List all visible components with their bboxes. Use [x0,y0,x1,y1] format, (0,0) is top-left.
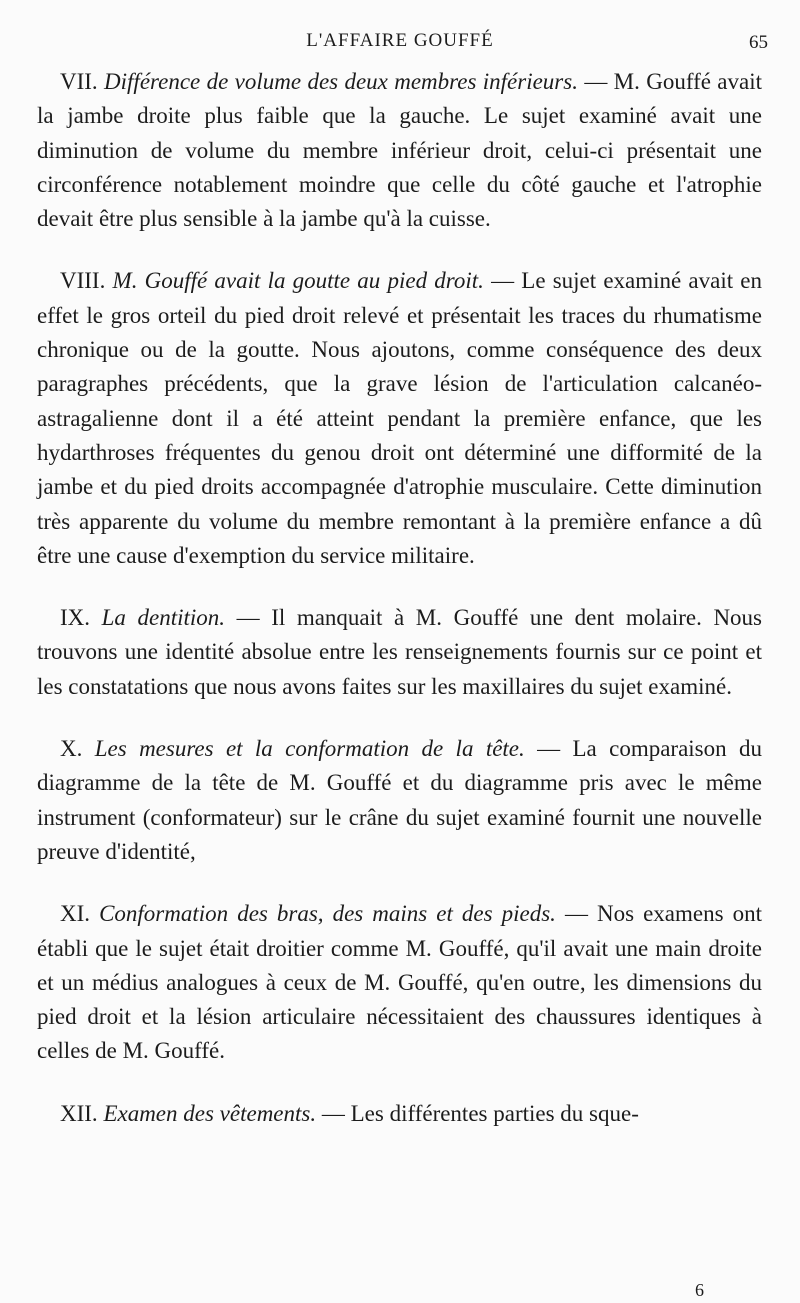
section-heading: Examen des vêtements. [103,1100,317,1126]
page-number: 65 [749,32,768,53]
section-paragraph [37,732,762,869]
section-number: IX. [60,605,91,631]
section-text: — Il manquait à M. Gouffé une dent molaire. Nous trouvons une identité absolue entre les renseignements fournis sur ce point et les constatations que nous avons faites sur les maxillaires du sujet examiné. [37,605,763,699]
section-paragraph [37,897,762,1068]
section-heading: Conformation des bras, des mains et des pieds. [99,901,556,927]
section-number: VII. [60,69,98,94]
section-text: — Les différentes parties du sque- [316,1100,639,1126]
section-paragraph [37,264,762,573]
running-title: L'AFFAIRE GOUFFÉ [306,30,494,51]
section-heading: M. Gouffé avait la goutte au pied droit. [112,268,484,294]
section-paragraph [37,601,762,704]
section-text: — M. Gouffé avait la jambe droite plus faible que la gauche. Le sujet examiné avait une diminution de volume du membre inférieur droit, celui-ci présentait une circonférence notablement moindre que celle du côté gauche et l'atrophie devait être plus sensible à la jambe qu'à la cuisse. [37,69,763,232]
section-number: X. [60,736,83,762]
section-text: — Le sujet examiné avait en effet le gros orteil du pied droit relevé et présentait les traces du rhumatisme chronique ou de la goutte. Nous ajoutons, comme conséquence des deux paragraphes précédents, que la grave lésion de l'articulation calcanéo-astragalienne dont il a été atteint pendant la première enfance, que les hydarthroses fréquentes du genou droit ont déterminé une difformité de la jambe et du pied droits accompagnée d'atrophie musculaire. Cette diminution très apparente du volume du membre remontant à la première enfance a dû être une cause d'exemption du service militaire. [37,268,762,568]
signature-mark: 6 [695,1280,704,1300]
section-text: — La comparaison du diagramme de la tête de M. Gouffé et du diagramme pris avec le même instrument (conformateur) sur le crâne du sujet examiné fournit une nouvelle preuve d'identité, [37,736,763,864]
section-paragraph [37,1097,762,1131]
section-number: XI. [60,901,91,927]
section-heading: Différence de volume des deux membres inférieurs. [104,69,578,94]
section-paragraph [37,65,762,236]
body-text [37,65,762,1159]
section-text: — Nos examens ont établi que le sujet était droitier comme M. Gouffé, qu'il avait une main droite et un médius analogues à ceux de M. Gouffé, qu'en outre, les dimensions du pied droit et la lésion articulaire nécessitaient des chaussures identiques à celles de M. Gouffé. [37,901,763,1064]
section-number: XII. [60,1100,98,1126]
section-heading: La dentition. [101,605,226,631]
section-number: VIII. [60,268,106,294]
section-heading: Les mesures et la conformation de la tête. [94,736,525,762]
running-head [0,28,800,58]
